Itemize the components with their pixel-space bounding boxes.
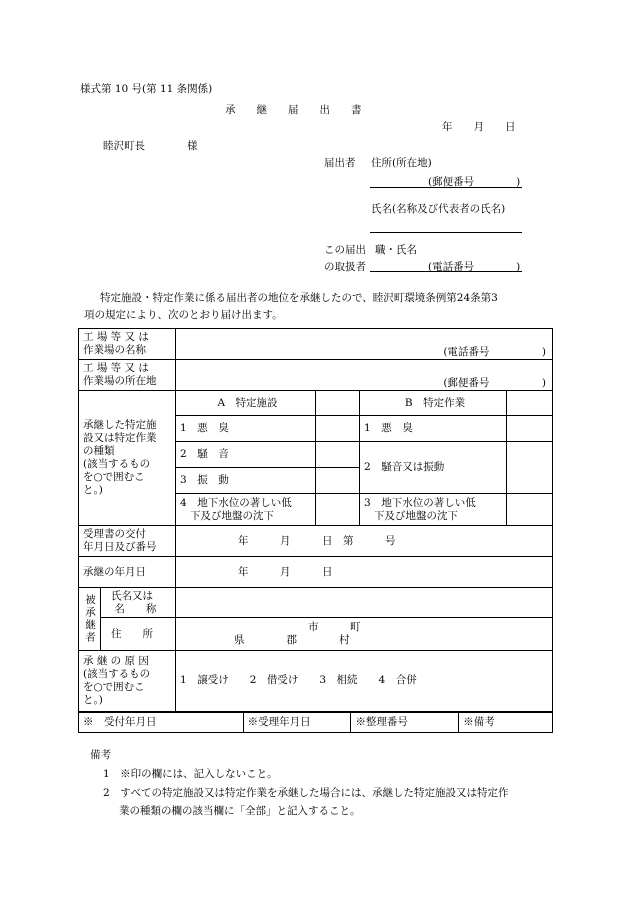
a-item-vibration[interactable]: 3 振 動 [176, 468, 316, 494]
b-item-odor[interactable]: 1 悪 臭 [360, 416, 507, 442]
note-1: 1 ※印の欄には、記入しないこと。 [103, 768, 278, 780]
a-item-groundwater-check[interactable] [316, 494, 360, 526]
name-label: 氏名(名称及び代表者の氏名) [371, 203, 506, 215]
notification-table [78, 328, 553, 733]
b-item-groundwater-check[interactable] [507, 494, 553, 526]
position-name-label: 職・氏名 [375, 244, 417, 256]
b-item-odor-check[interactable] [507, 416, 553, 442]
factory-name-field[interactable]: (電話番号 ) [176, 329, 553, 360]
receipt-label: 受理書の交付 年月日及び番号 [79, 526, 176, 557]
cause-label: 承 継 の 原 因 (該当するもの を○で囲むこ と。) [79, 651, 176, 712]
office-reference-number: ※整理番号 [350, 713, 458, 732]
intro-line-1: 特定施設・特定作業に係る届出者の地位を承継したので、睦沢町環境条例第24条第3 [100, 292, 498, 304]
predecessor-address-label: 住 所 [101, 618, 176, 651]
col-b-check-header [507, 391, 553, 416]
office-remarks: ※備考 [458, 713, 552, 732]
a-item-groundwater[interactable]: 4 地下水位の著しい低 下及び地盤の沈下 [176, 494, 316, 526]
handler-label-2: の取扱者 [324, 261, 366, 273]
document-title: 承 継 届 出 書 [225, 104, 362, 116]
a-item-odor-check[interactable] [316, 416, 360, 442]
address-underline [370, 187, 522, 188]
address-label: 住所(所在地) [371, 157, 432, 169]
note-2-line-2: 業の種類の欄の該当欄に「全部」と記入すること。 [119, 805, 361, 817]
cause-options[interactable]: 1 譲受け 2 借受け 3 相続 4 合併 [176, 651, 553, 712]
a-item-noise[interactable]: 2 騒 音 [176, 442, 316, 468]
form-number: 様式第 10 号(第 11 条関係) [80, 83, 213, 95]
a-item-noise-check[interactable] [316, 442, 360, 468]
handler-underline [370, 271, 522, 272]
handler-label-1: この届出 [324, 244, 366, 256]
date-field: 年 月 日 [442, 121, 516, 133]
receipt-field[interactable]: 年 月 日 第 号 [176, 526, 553, 557]
phone-number: (電話番号 ) [428, 261, 521, 273]
name-underline [370, 232, 522, 233]
applicant-label: 届出者 [324, 157, 356, 169]
col-a-check-header [316, 391, 360, 416]
intro-line-2: 項の規定により、次のとおり届け出ます。 [84, 309, 283, 321]
office-accepted-date: ※受理年月日 [243, 713, 351, 732]
b-item-noise-vibration[interactable]: 2 騒音又は振動 [360, 442, 507, 494]
col-b-header: B 特定作業 [360, 391, 507, 416]
predecessor-name-label: 氏名又は 名 称 [101, 588, 176, 618]
col-a-header: A 特定施設 [176, 391, 316, 416]
a-item-odor[interactable]: 1 悪 臭 [176, 416, 316, 442]
a-item-vibration-check[interactable] [316, 468, 360, 494]
notes-heading: 備考 [90, 749, 111, 761]
factory-address-label: 工 場 等 又 は 作業場の所在地 [79, 360, 176, 391]
b-item-noise-vibration-check[interactable] [507, 442, 553, 494]
b-item-groundwater[interactable]: 3 地下水位の著しい低 下及び地盤の沈下 [360, 494, 507, 526]
predecessor-name-field[interactable] [176, 588, 553, 618]
succession-date-label: 承継の年月日 [79, 557, 176, 588]
predecessor-label: 被承継者 [79, 588, 101, 651]
factory-name-label: 工 場 等 又 は 作業場の名称 [79, 329, 176, 360]
note-2-line-1: 2 すべての特定施設又は特定作業を承継した場合には、承継した特定施設又は特定作 [103, 787, 509, 799]
succession-date-field[interactable]: 年 月 日 [176, 557, 553, 588]
factory-address-field[interactable]: (郵便番号 ) [176, 360, 553, 391]
office-use-row [79, 712, 553, 733]
facility-type-label: 承継した特定施 設又は特定作業 の種類 (該当するもの を○で囲むこ と。) [79, 391, 176, 526]
office-received-date: ※ 受付年月日 [83, 715, 157, 728]
addressee: 睦沢町長 様 [103, 140, 198, 152]
postal-code: (郵便番号 ) [428, 176, 521, 188]
predecessor-address-field[interactable]: 市 町 県 郡 村 [176, 618, 553, 651]
